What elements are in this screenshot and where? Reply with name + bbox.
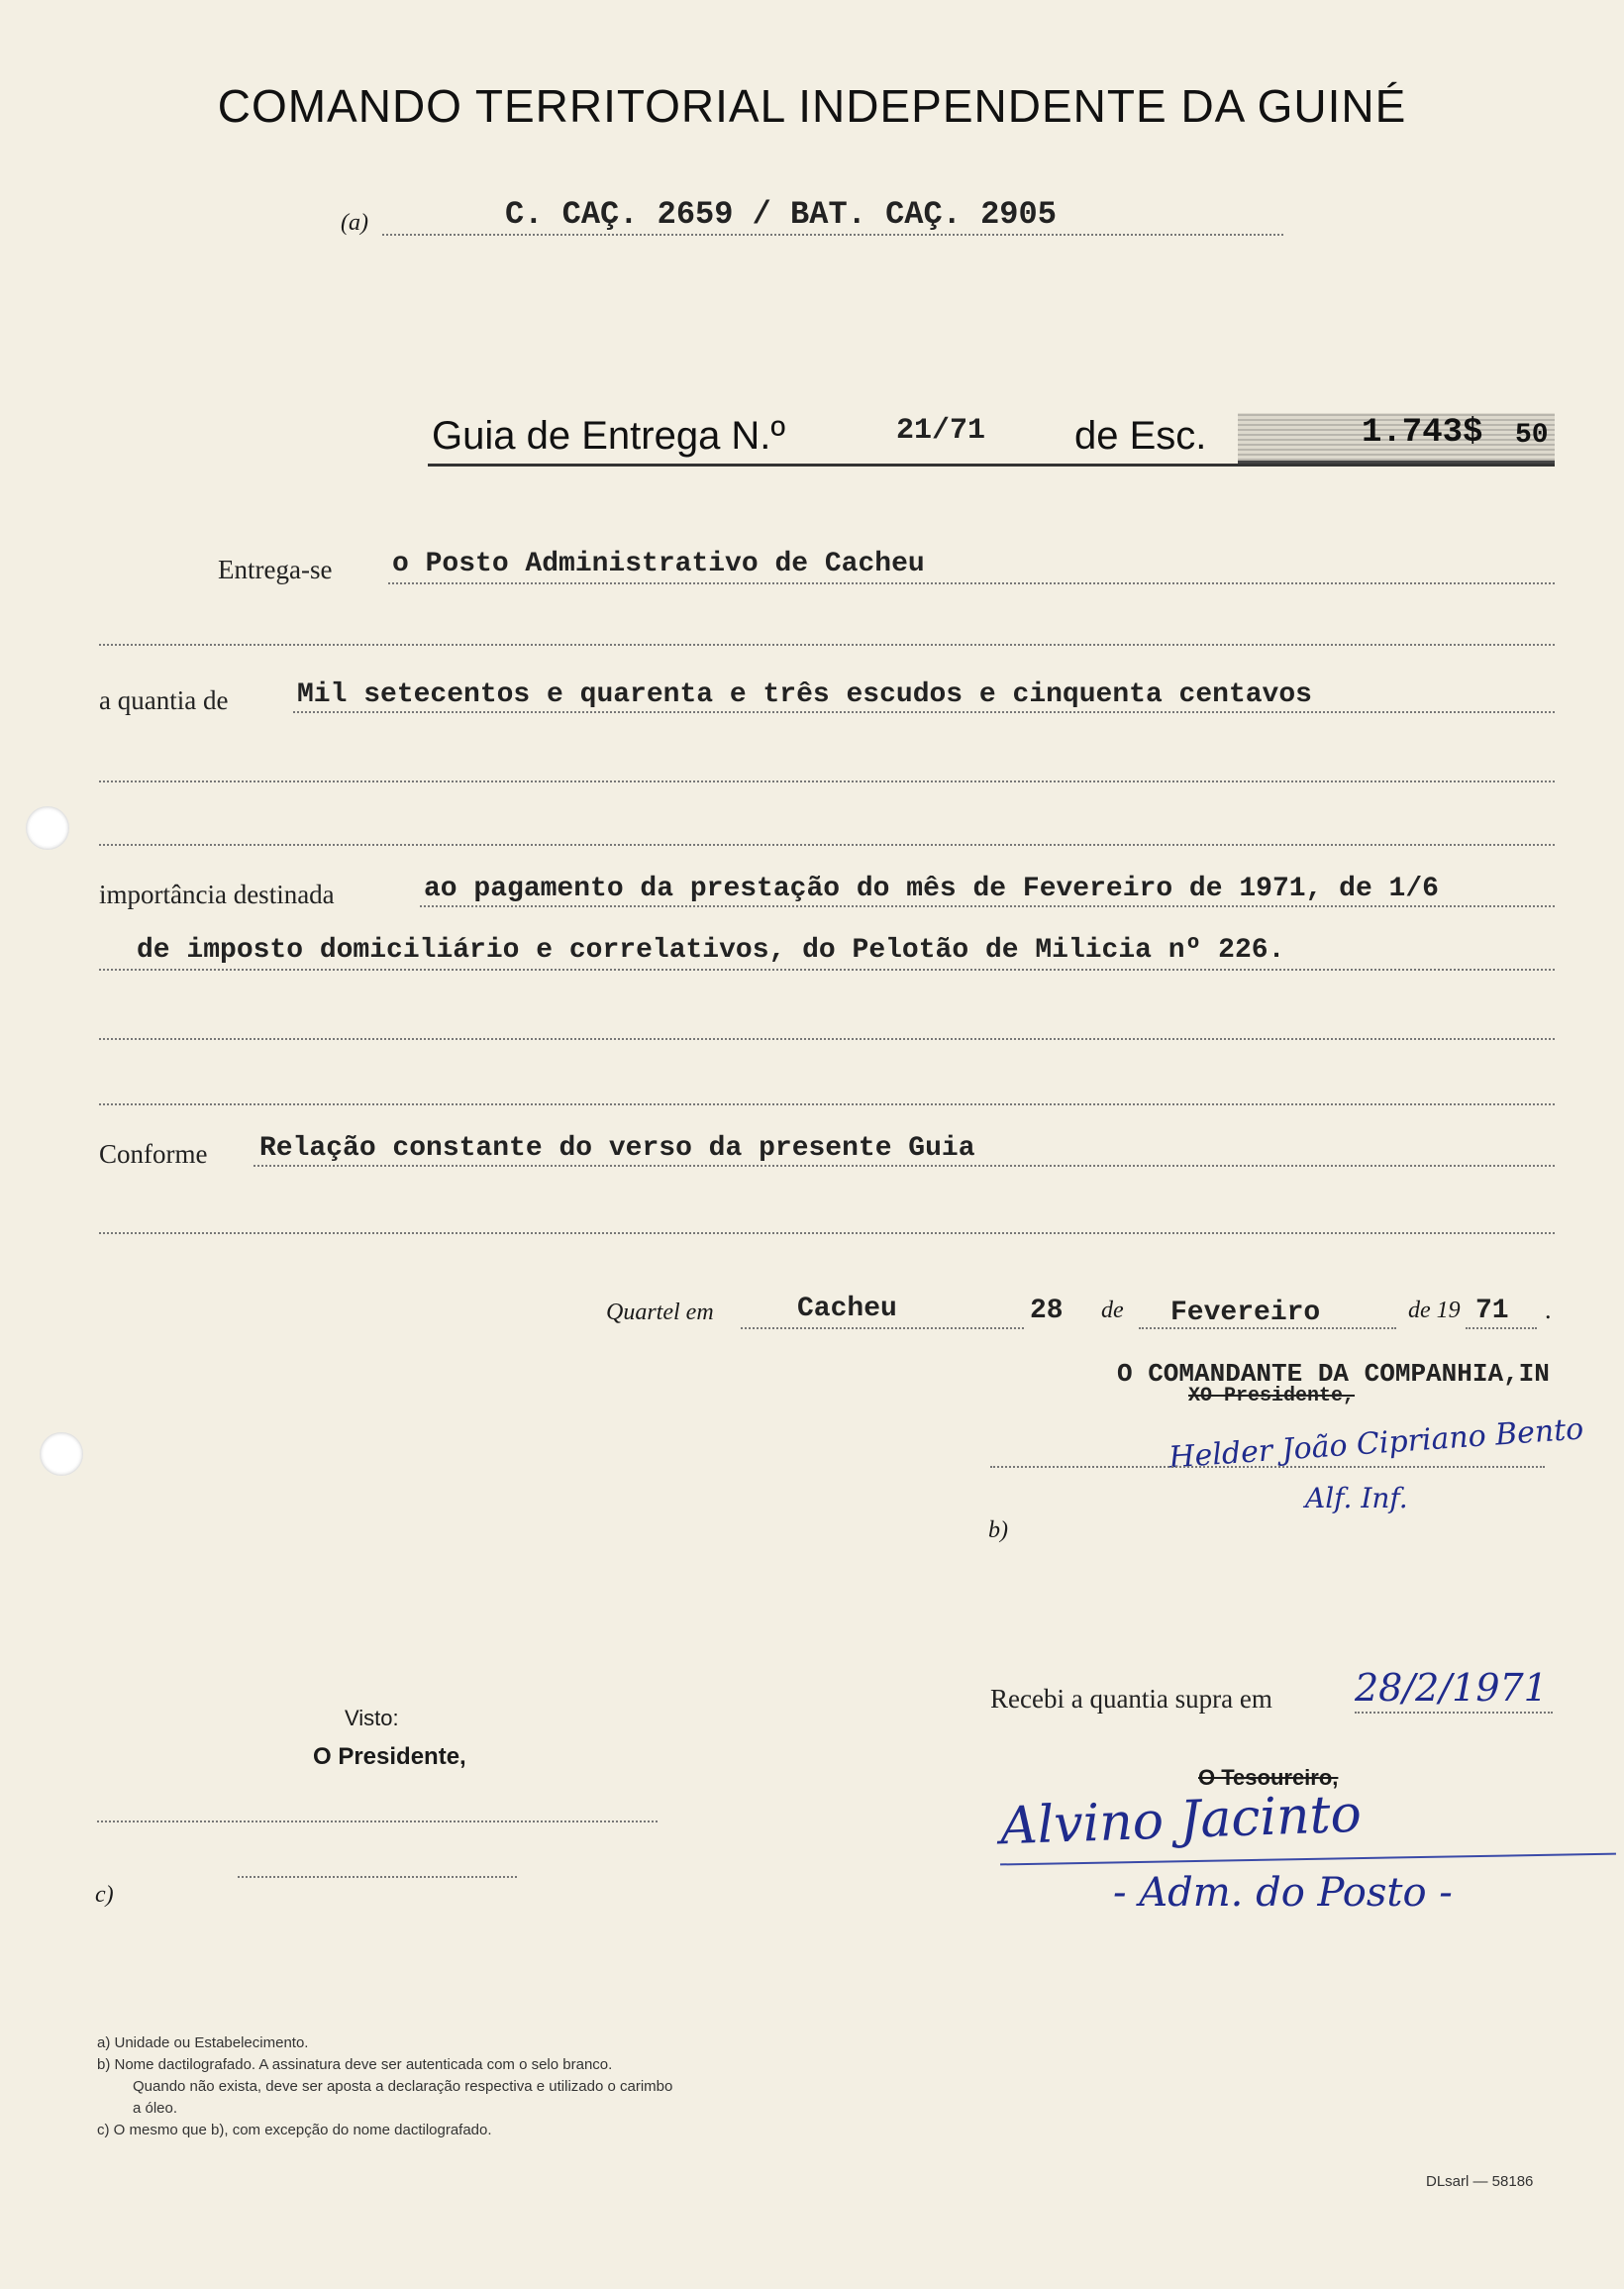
comandante-title: O COMANDANTE DA COMPANHIA,IN — [1117, 1359, 1550, 1389]
footnotes — [97, 2032, 850, 2141]
footnote-b-marker: b) — [988, 1517, 1008, 1543]
esc-label: de Esc. — [1074, 414, 1207, 458]
comandante-signature-sub: Alf. Inf. — [1305, 1482, 1408, 1514]
importancia-dots-4 — [99, 1103, 1555, 1105]
footnote-c-marker: c) — [95, 1882, 114, 1908]
recebi-date: 28/2/1971 — [1355, 1666, 1548, 1710]
verso-bleed-through — [376, 158, 1604, 1446]
quartel-day: 28 — [1030, 1296, 1064, 1326]
footnote-c: c) O mesmo que b), com excepção do nome dactilografado. — [97, 2122, 492, 2138]
amount-cents: 50 — [1515, 420, 1549, 451]
tesoureiro-label: O Tesoureiro, — [1198, 1765, 1339, 1790]
quantia-line-1 — [293, 711, 1555, 713]
recebi-date-line — [1355, 1712, 1553, 1714]
quartel-year-label: de 19 — [1408, 1298, 1461, 1323]
quartel-end: . — [1545, 1296, 1552, 1324]
visto-name-line — [238, 1876, 517, 1878]
quartel-de: de — [1101, 1298, 1124, 1323]
quantia-label: a quantia de — [99, 685, 229, 715]
comandante-struck: XO Presidente, — [1188, 1385, 1356, 1407]
tesoureiro-sign-underline — [1000, 1853, 1616, 1866]
guia-number: 21/71 — [896, 414, 986, 448]
guia-label: Guia de Entrega N.º — [432, 414, 786, 458]
visto-presidente: O Presidente, — [313, 1743, 466, 1770]
punch-hole-bottom — [40, 1432, 83, 1476]
quartel-year: 71 — [1475, 1296, 1509, 1326]
footnote-a: a) Unidade ou Estabelecimento. — [97, 2034, 309, 2051]
importancia-dots-2 — [99, 969, 1555, 971]
tesoureiro-signature: Alvino Jacinto — [999, 1784, 1363, 1857]
quartel-year-line — [1466, 1327, 1537, 1329]
importancia-dots-1 — [420, 905, 1555, 907]
visto-sign-line — [97, 1821, 658, 1822]
importancia-line1: ao pagamento da prestação do mês de Fevereiro de 1971, de 1/6 — [424, 874, 1439, 904]
amount-value: 1.743$ — [1362, 414, 1483, 452]
quantia-line-3 — [99, 844, 1555, 846]
importancia-dots-3 — [99, 1038, 1555, 1040]
importancia-line2: de imposto domiciliário e correlativos, do Pelotão de Milicia nº 226. — [137, 935, 1285, 966]
importancia-label: importância destinada — [99, 880, 335, 909]
footnote-b-line1: b) Nome dactilografado. A assinatura deve ser autenticada com o selo branco. — [97, 2056, 613, 2073]
conforme-line-2 — [99, 1232, 1555, 1234]
entrega-line-2 — [99, 644, 1555, 646]
quartel-place-line — [741, 1327, 1024, 1329]
unit-marker: (a) — [341, 210, 368, 236]
document-title: COMANDO TERRITORIAL INDEPENDENTE DA GUINÉ — [217, 80, 1407, 132]
quartel-label: Quartel em — [606, 1300, 714, 1325]
quantia-line-2 — [99, 780, 1555, 782]
comandante-signature: Helder João Cipriano Bento — [1167, 1411, 1585, 1476]
tesoureiro-signature-sub: - Adm. do Posto - — [1113, 1870, 1453, 1916]
conforme-line-1 — [254, 1165, 1555, 1167]
entrega-label: Entrega-se — [218, 555, 333, 584]
punch-hole-top — [26, 806, 69, 850]
visto-label: Visto: — [345, 1706, 399, 1730]
conforme-label: Conforme — [99, 1139, 208, 1169]
comandante-name-line — [990, 1466, 1545, 1468]
unit-line — [382, 234, 1283, 236]
recebi-label: Recebi a quantia supra em — [990, 1684, 1272, 1714]
guia-underline — [428, 464, 1555, 467]
entrega-value: o Posto Administrativo de Cacheu — [392, 549, 925, 579]
entrega-line-1 — [388, 582, 1555, 584]
footnote-b-line2: Quando não exista, deve ser aposta a declaração respectiva e utilizado o carimbo — [133, 2078, 673, 2095]
printer-code: DLsarl — 58186 — [1426, 2173, 1534, 2190]
quartel-place: Cacheu — [797, 1294, 897, 1324]
unit-value: C. CAÇ. 2659 / BAT. CAÇ. 2905 — [505, 196, 1057, 233]
conforme-value: Relação constante do verso da presente Guia — [259, 1133, 975, 1164]
footnote-b-line3: a óleo. — [133, 2100, 178, 2117]
quartel-month: Fevereiro — [1170, 1298, 1321, 1328]
quantia-value: Mil setecentos e quarenta e três escudos e cinquenta centavos — [297, 679, 1312, 710]
